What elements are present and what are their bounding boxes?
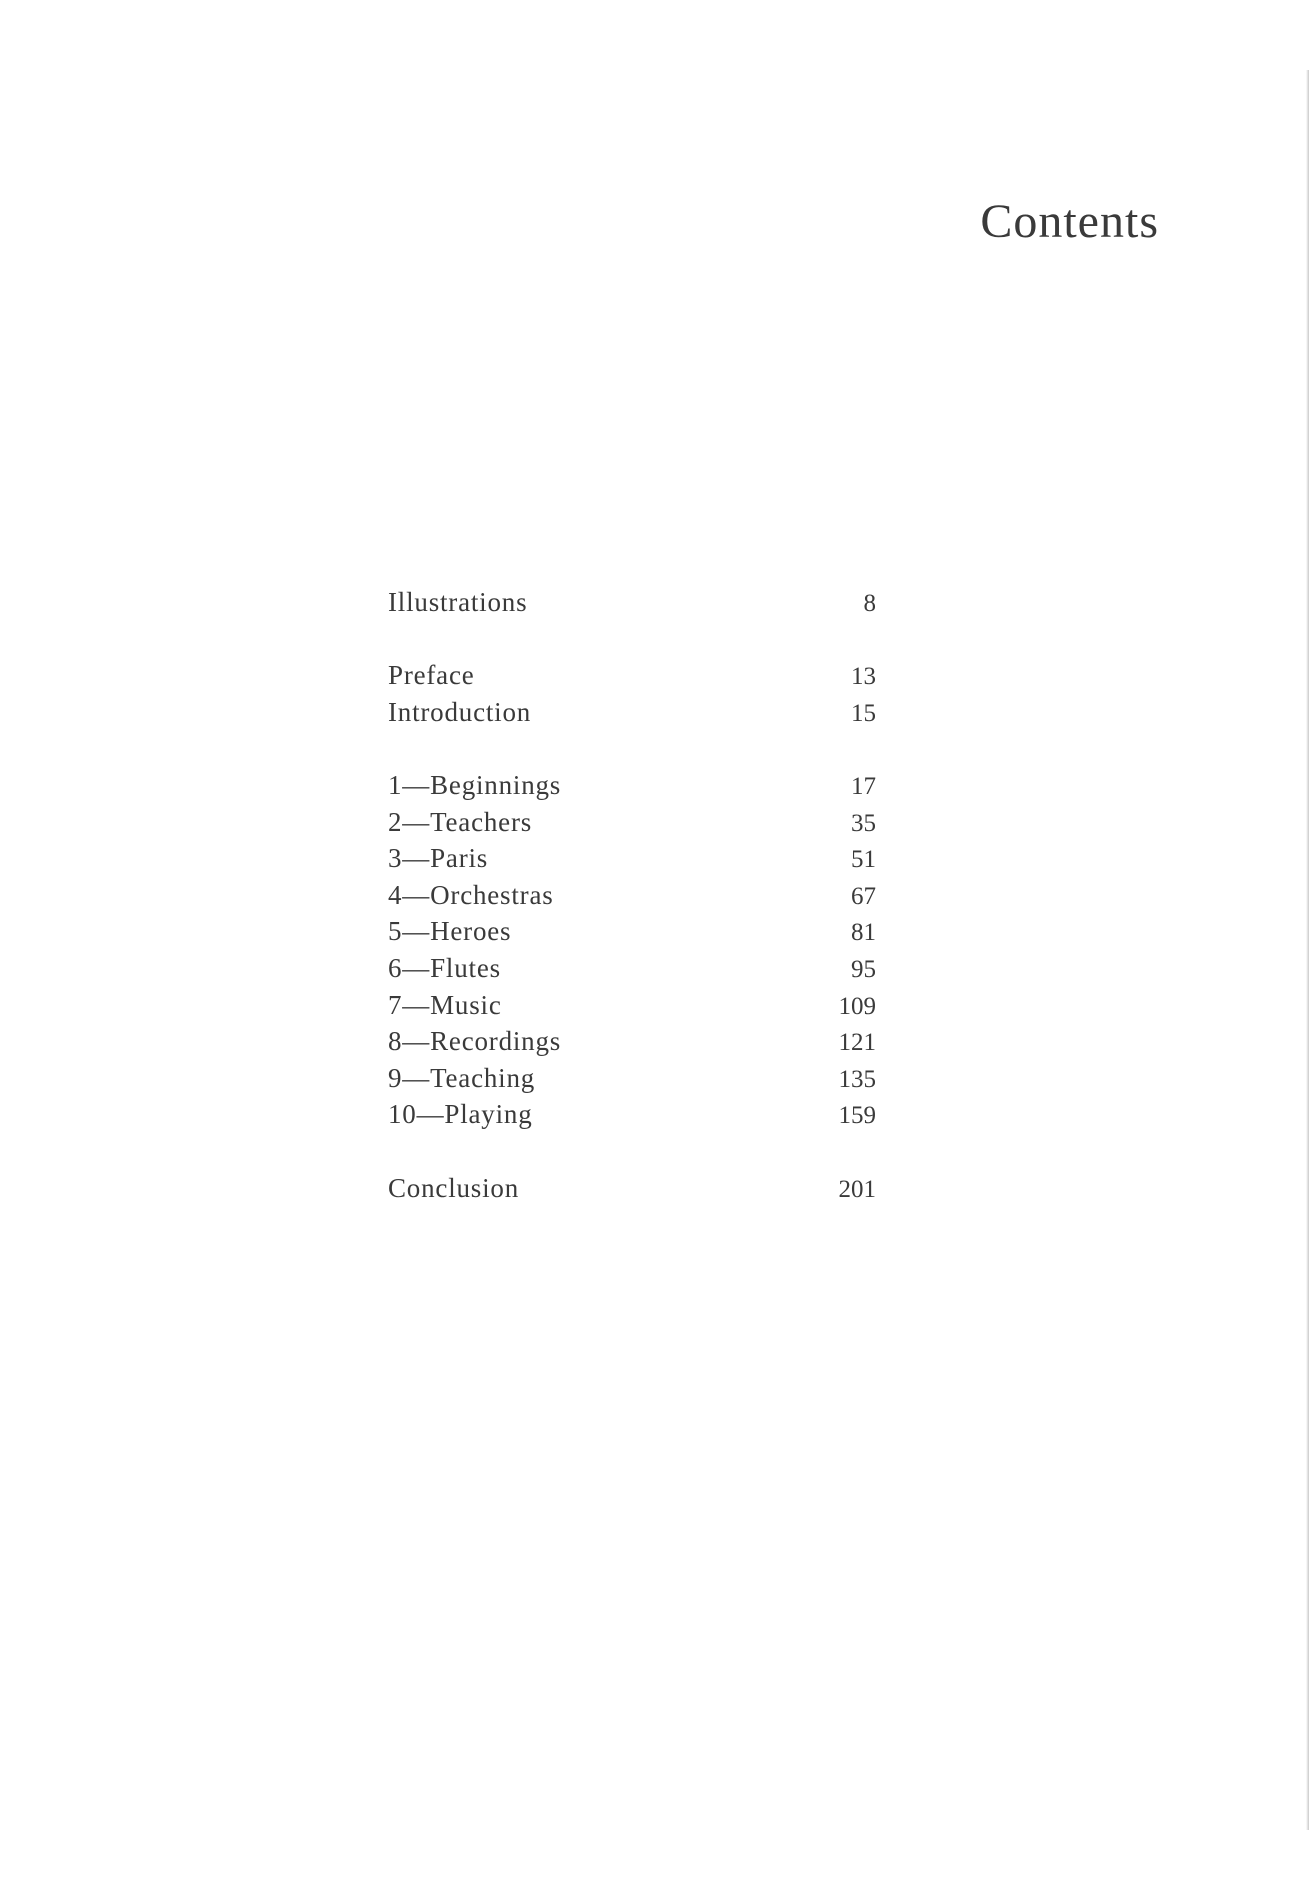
- toc-entry: [388, 877, 876, 914]
- toc-entry-page-number: 81: [851, 919, 876, 947]
- toc-entry-label: 7—Music: [388, 989, 502, 1020]
- toc-entry-page-number: 35: [851, 809, 876, 837]
- toc-entry-label: 2—Teachers: [388, 806, 533, 837]
- toc-entry-page-number: 51: [851, 846, 876, 874]
- toc-entry: [388, 767, 876, 804]
- toc-entry-page-number: 109: [838, 992, 876, 1020]
- toc-entry-page-number: 13: [851, 663, 876, 691]
- toc-entry-label: 6—Flutes: [388, 952, 501, 983]
- toc-entry-label: Preface: [388, 660, 475, 691]
- toc-entry-label: 4—Orchestras: [388, 879, 554, 910]
- toc-entry: [388, 840, 876, 877]
- toc-entry-page-number: 8: [863, 590, 876, 617]
- toc-entry: [388, 1096, 876, 1133]
- toc-entry-page-number: 67: [851, 882, 876, 910]
- toc-entry-label: 8—Recordings: [388, 1026, 562, 1057]
- toc-entry: [388, 584, 876, 621]
- toc-entry-label: 1—Beginnings: [388, 769, 562, 800]
- toc-entry-page-number: 15: [851, 699, 876, 727]
- toc-group-introductory: [388, 657, 876, 730]
- toc-entry: [388, 804, 876, 841]
- toc-entry-label: 3—Paris: [388, 843, 489, 874]
- toc-entry-page-number: 95: [851, 955, 876, 983]
- table-of-contents: [388, 584, 876, 1243]
- toc-entry-label: Conclusion: [388, 1172, 520, 1203]
- toc-group-chapters: [388, 767, 876, 1133]
- toc-entry-page-number: 17: [851, 772, 876, 800]
- toc-entry: [388, 913, 876, 950]
- toc-entry-label: Illustrations: [388, 587, 528, 617]
- toc-entry-label: 5—Heroes: [388, 916, 512, 947]
- toc-entry: [388, 950, 876, 987]
- toc-entry-page-number: 201: [838, 1175, 876, 1203]
- toc-entry: [388, 694, 876, 731]
- toc-entry-label: 10—Playing: [388, 1099, 533, 1130]
- toc-entry-page-number: 159: [838, 1102, 876, 1130]
- toc-entry-page-number: 121: [838, 1029, 876, 1057]
- toc-entry-label: Introduction: [388, 696, 532, 727]
- toc-entry: [388, 1023, 876, 1060]
- toc-entry: [388, 1170, 876, 1207]
- toc-group-back-matter: [388, 1170, 876, 1207]
- toc-entry: [388, 1060, 876, 1097]
- toc-group-front-matter: [388, 584, 876, 621]
- page-title: Contents: [980, 195, 1159, 248]
- toc-entry: [388, 657, 876, 694]
- toc-entry-label: 9—Teaching: [388, 1062, 536, 1093]
- toc-entry: [388, 987, 876, 1024]
- toc-entry-page-number: 135: [838, 1065, 876, 1093]
